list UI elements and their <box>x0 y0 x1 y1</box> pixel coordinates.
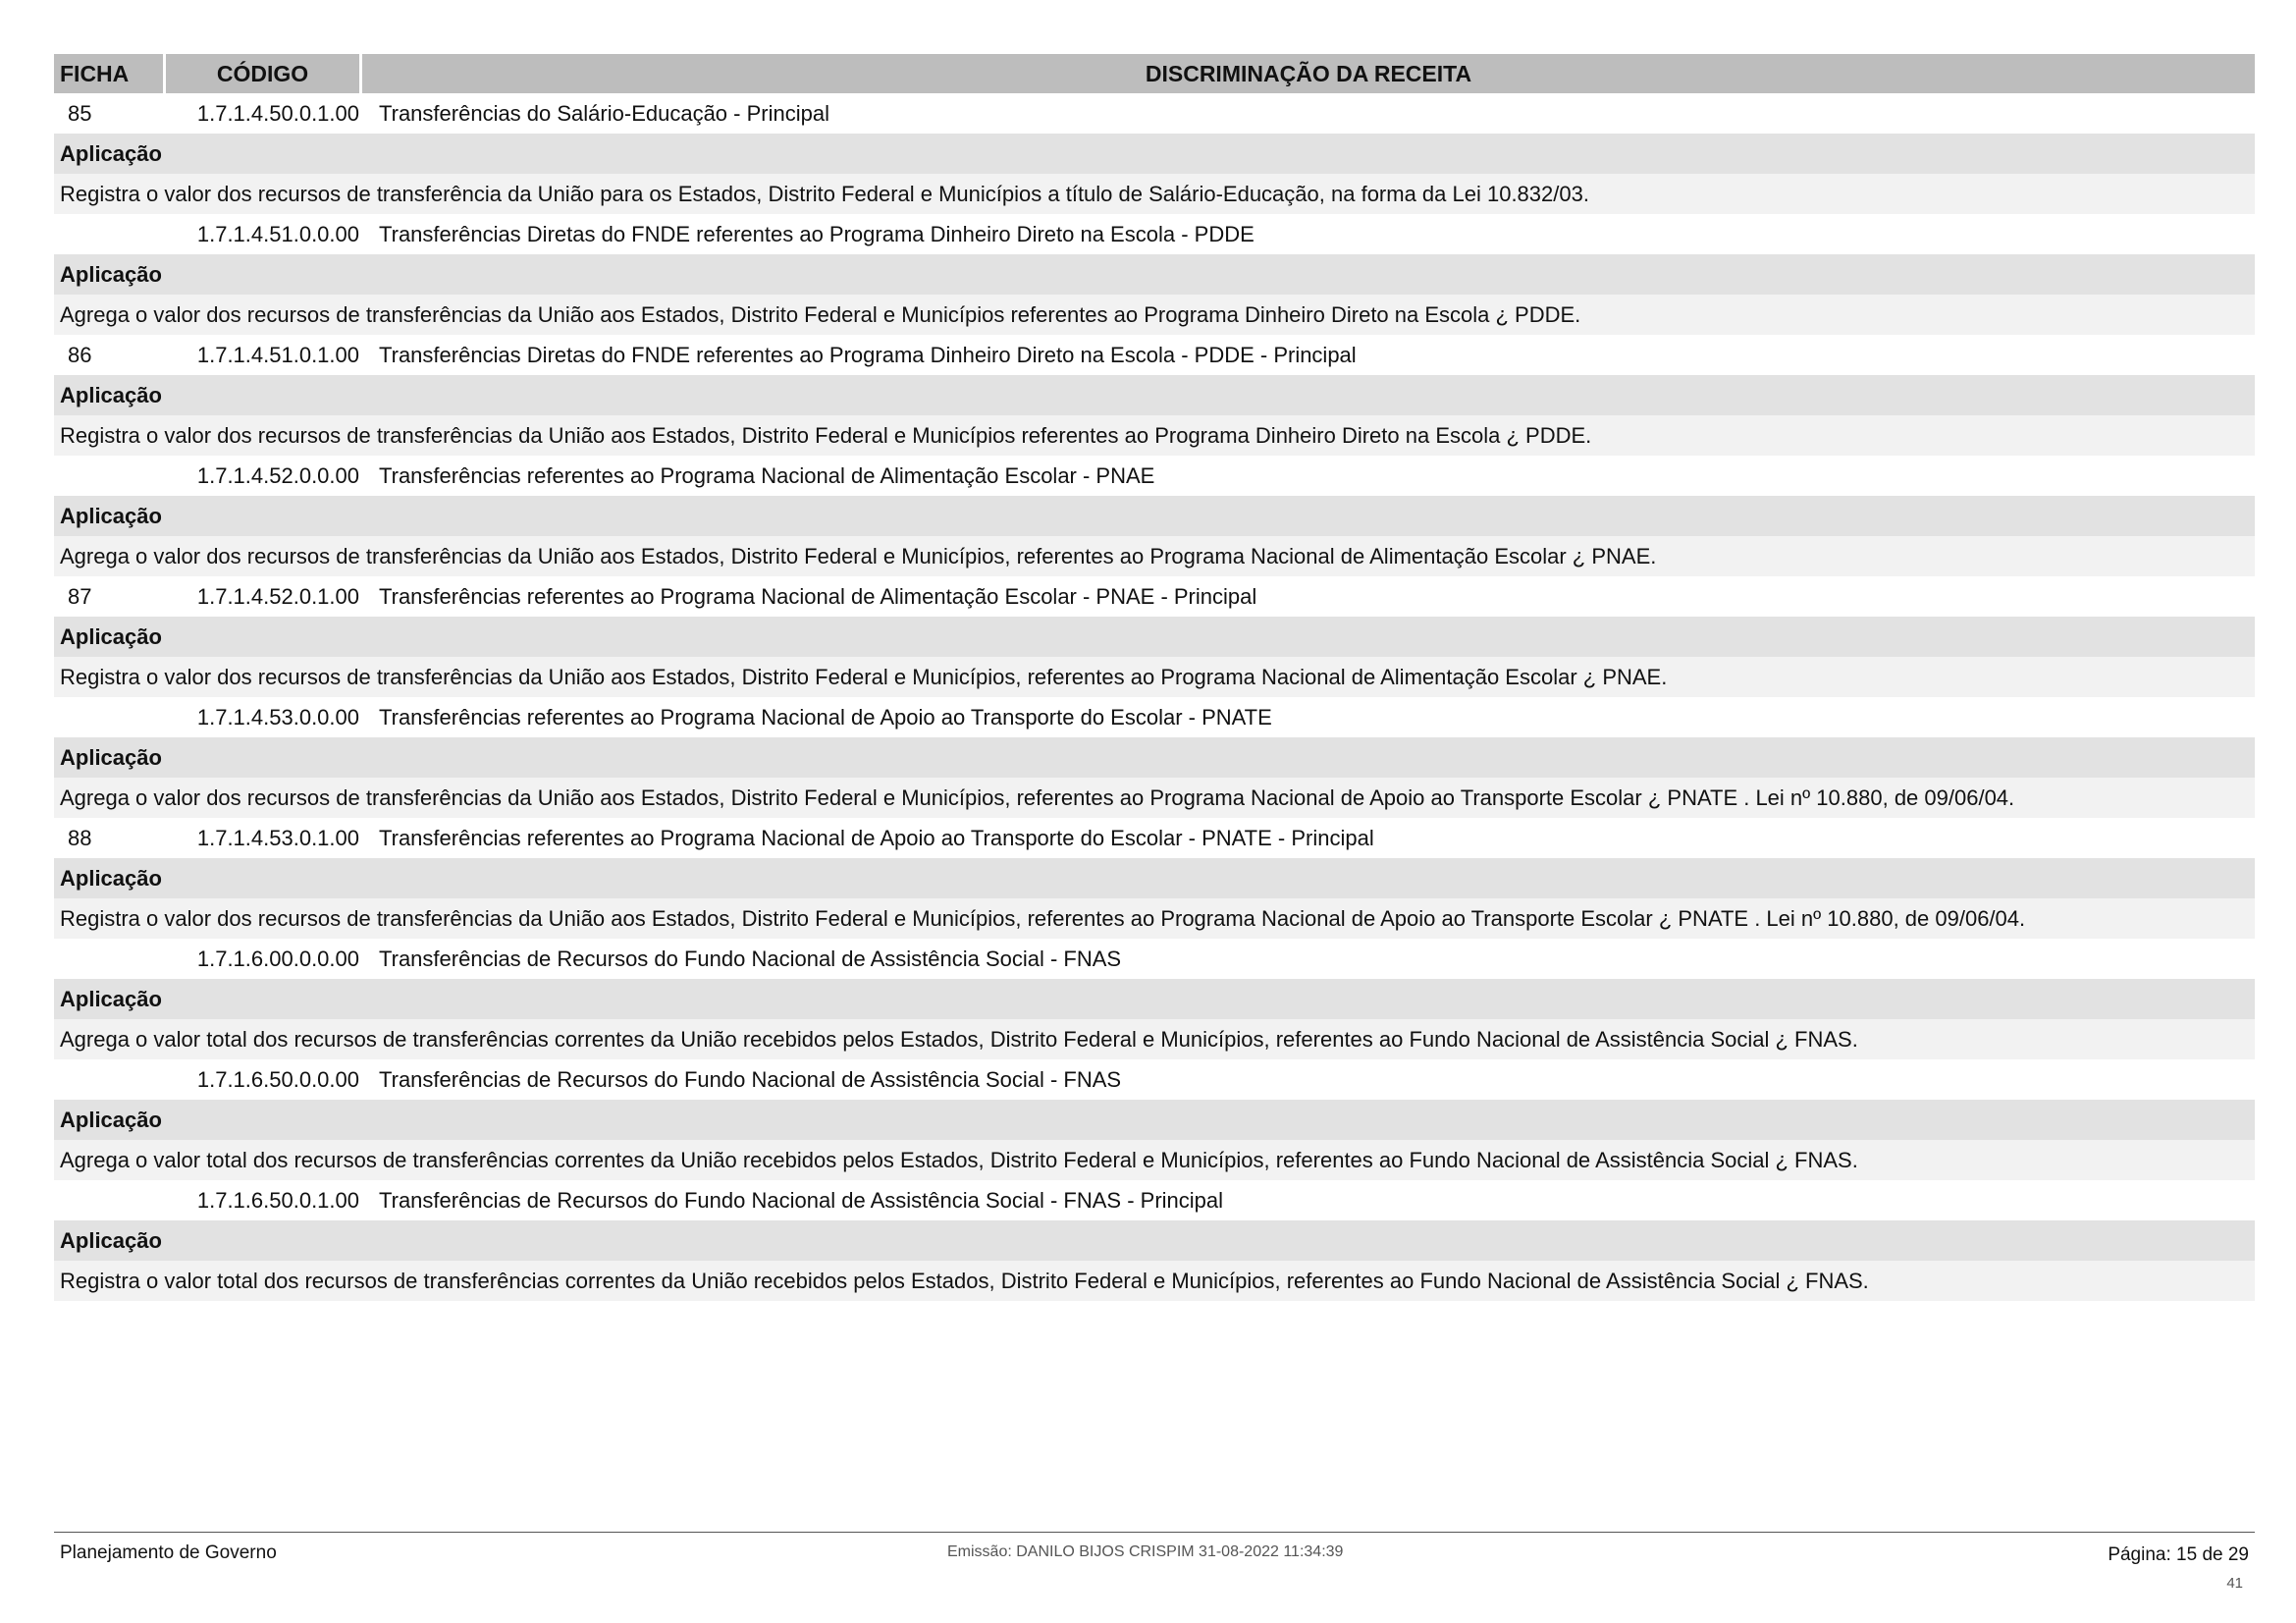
descricao-cell: Transferências do Salário-Educação - Principal <box>379 101 829 126</box>
aplicacao-text: Registra o valor total dos recursos de transferências correntes da União recebidos pelos Estados, Distrito Federal e Municípios, referentes ao Fundo Nacional de Assistência Social ¿ FNAS. <box>54 1261 2255 1301</box>
ficha-cell: 87 <box>68 584 92 609</box>
ficha-cell <box>54 697 163 737</box>
descricao-cell: Transferências de Recursos do Fundo Nacional de Assistência Social - FNAS <box>379 1067 1122 1092</box>
codigo-cell: 1.7.1.4.52.0.1.00 <box>196 584 359 609</box>
ficha-cell: 88 <box>68 826 92 850</box>
header-ficha: FICHA <box>54 54 163 93</box>
codigo-cell: 1.7.1.6.00.0.0.00 <box>196 947 359 971</box>
ficha-cell: 86 <box>68 343 92 367</box>
footer-emission: Emissão: DANILO BIJOS CRISPIM 31-08-2022 11:34:39 <box>947 1543 1344 1560</box>
table-row <box>54 93 2255 134</box>
descricao-cell: Transferências referentes ao Programa Nacional de Apoio ao Transporte do Escolar - PNATE - Principal <box>379 826 1374 850</box>
codigo-cell: 1.7.1.4.53.0.1.00 <box>196 826 359 850</box>
codigo-cell: 1.7.1.4.50.0.1.00 <box>196 101 359 126</box>
descricao-cell: Transferências Diretas do FNDE referentes ao Programa Dinheiro Direto na Escola - PDDE <box>379 222 1255 246</box>
aplicacao-label: Aplicação <box>54 737 2255 778</box>
descricao-cell: Transferências referentes ao Programa Nacional de Apoio ao Transporte do Escolar - PNATE <box>379 705 1272 730</box>
aplicacao-label: Aplicação <box>54 858 2255 898</box>
descricao-cell: Transferências de Recursos do Fundo Nacional de Assistência Social - FNAS - Principal <box>379 1188 1224 1213</box>
table-row <box>54 1059 2255 1100</box>
aplicacao-text: Registra o valor dos recursos de transferências da União aos Estados, Distrito Federal e Municípios, referentes ao Programa Nacional de Apoio ao Transporte Escolar ¿ PNATE . Lei nº 10.880, de 09/06/04. <box>54 898 2255 939</box>
aplicacao-text: Agrega o valor total dos recursos de transferências correntes da União recebidos pelos Estados, Distrito Federal e Municípios, referentes ao Fundo Nacional de Assistência Social ¿ FNAS. <box>54 1019 2255 1059</box>
table-row <box>54 456 2255 496</box>
table-row <box>54 939 2255 979</box>
footer-page-number: 41 <box>2226 1575 2243 1592</box>
codigo-cell: 1.7.1.4.51.0.0.00 <box>196 222 359 246</box>
codigo-cell: 1.7.1.4.51.0.1.00 <box>196 343 359 367</box>
receita-table <box>54 54 2255 1301</box>
aplicacao-label: Aplicação <box>54 496 2255 536</box>
table-row <box>54 697 2255 737</box>
descricao-cell: Transferências de Recursos do Fundo Nacional de Assistência Social - FNAS <box>379 947 1122 971</box>
codigo-cell: 1.7.1.4.53.0.0.00 <box>196 705 359 730</box>
codigo-cell: 1.7.1.6.50.0.0.00 <box>196 1067 359 1092</box>
aplicacao-label: Aplicação <box>54 979 2255 1019</box>
ficha-cell <box>54 214 163 254</box>
aplicacao-label: Aplicação <box>54 1220 2255 1261</box>
table-header <box>54 54 2255 93</box>
aplicacao-label: Aplicação <box>54 375 2255 415</box>
ficha-cell <box>54 456 163 496</box>
header-discriminacao: DISCRIMINAÇÃO DA RECEITA <box>362 54 2255 93</box>
aplicacao-label: Aplicação <box>54 134 2255 174</box>
aplicacao-text: Registra o valor dos recursos de transferências da União aos Estados, Distrito Federal e Municípios, referentes ao Programa Nacional de Alimentação Escolar ¿ PNAE. <box>54 657 2255 697</box>
aplicacao-text: Registra o valor dos recursos de transferências da União aos Estados, Distrito Federal e Municípios referentes ao Programa Dinheiro Direto na Escola ¿ PDDE. <box>54 415 2255 456</box>
codigo-cell: 1.7.1.4.52.0.0.00 <box>196 463 359 488</box>
descricao-cell: Transferências referentes ao Programa Nacional de Alimentação Escolar - PNAE <box>379 463 1155 488</box>
aplicacao-text: Agrega o valor dos recursos de transferências da União aos Estados, Distrito Federal e Municípios referentes ao Programa Dinheiro Direto na Escola ¿ PDDE. <box>54 295 2255 335</box>
descricao-cell: Transferências Diretas do FNDE referentes ao Programa Dinheiro Direto na Escola - PDDE - Principal <box>379 343 1357 367</box>
table-row <box>54 818 2255 858</box>
ficha-cell <box>54 1059 163 1100</box>
table-row <box>54 214 2255 254</box>
aplicacao-text: Agrega o valor dos recursos de transferências da União aos Estados, Distrito Federal e Municípios, referentes ao Programa Nacional de Alimentação Escolar ¿ PNAE. <box>54 536 2255 576</box>
footer-divider <box>54 1532 2255 1533</box>
footer-page: Página: 15 de 29 <box>2108 1544 2249 1565</box>
descricao-cell: Transferências referentes ao Programa Nacional de Alimentação Escolar - PNAE - Principal <box>379 584 1257 609</box>
ficha-cell: 85 <box>68 101 92 126</box>
aplicacao-text: Agrega o valor total dos recursos de transferências correntes da União recebidos pelos Estados, Distrito Federal e Municípios, referentes ao Fundo Nacional de Assistência Social ¿ FNAS. <box>54 1140 2255 1180</box>
table-row <box>54 576 2255 617</box>
aplicacao-label: Aplicação <box>54 617 2255 657</box>
aplicacao-text: Registra o valor dos recursos de transferência da União para os Estados, Distrito Federal e Municípios a título de Salário-Educação, na forma da Lei 10.832/03. <box>54 174 2255 214</box>
ficha-cell <box>54 939 163 979</box>
aplicacao-label: Aplicação <box>54 1100 2255 1140</box>
footer-left: Planejamento de Governo <box>60 1542 277 1563</box>
aplicacao-text: Agrega o valor dos recursos de transferências da União aos Estados, Distrito Federal e Municípios, referentes ao Programa Nacional de Apoio ao Transporte Escolar ¿ PNATE . Lei nº 10.880, de 09/06/04. <box>54 778 2255 818</box>
table-row <box>54 1180 2255 1220</box>
ficha-cell <box>54 1180 163 1220</box>
table-row <box>54 335 2255 375</box>
codigo-cell: 1.7.1.6.50.0.1.00 <box>196 1188 359 1213</box>
aplicacao-label: Aplicação <box>54 254 2255 295</box>
table-body <box>54 93 2255 1301</box>
header-codigo: CÓDIGO <box>166 54 359 93</box>
